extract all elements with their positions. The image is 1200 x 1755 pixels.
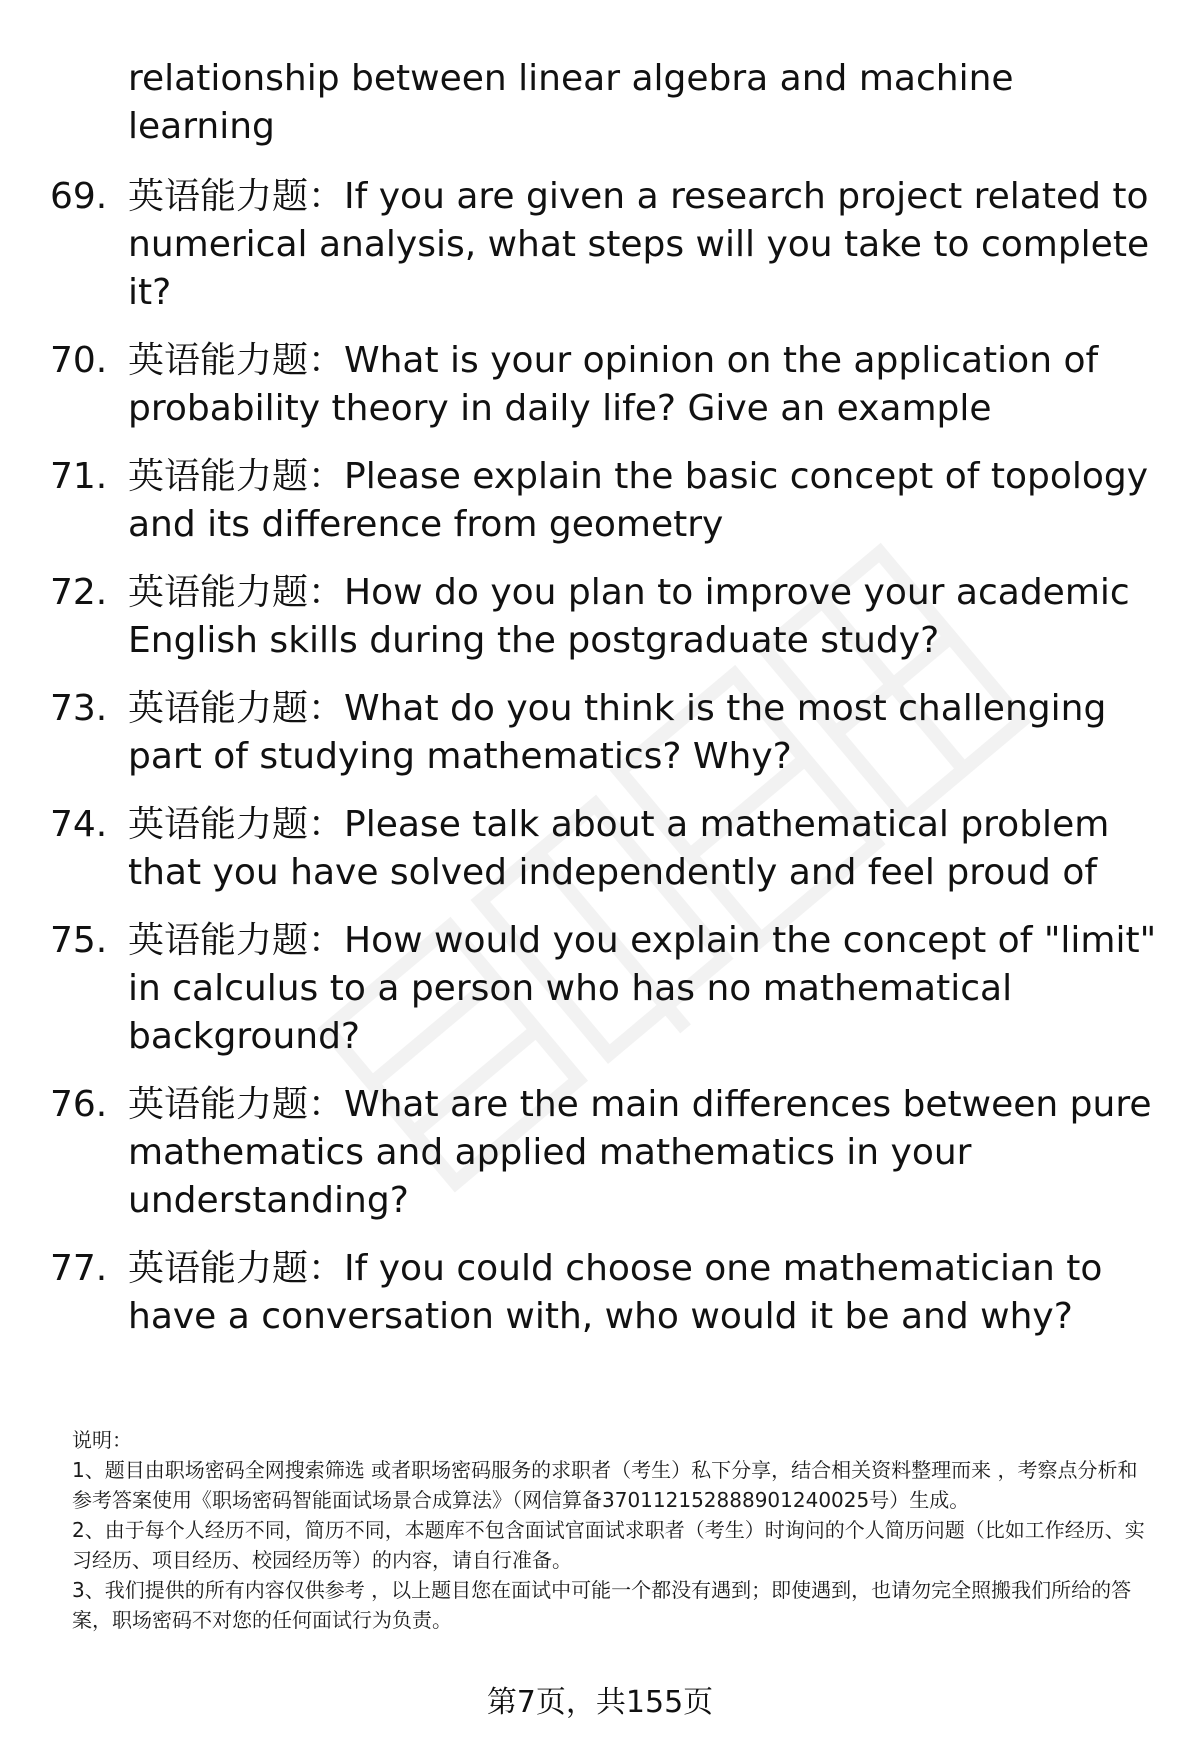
question-text: How do you plan to improve your academic English skills during the postgraduate study?	[128, 572, 1130, 661]
question-tag: 英语能力题：	[128, 1084, 345, 1125]
question-tag: 英语能力题：	[128, 456, 345, 497]
notes-section	[72, 1425, 1152, 1635]
question-number: 69.	[50, 176, 108, 217]
question-body	[128, 337, 1160, 433]
question-item	[50, 685, 1160, 781]
question-body	[128, 453, 1160, 549]
question-text: If you are given a research project related to numerical analysis, what steps will you take to complete it?	[128, 176, 1150, 313]
question-text: How would you explain the concept of "limit" in calculus to a person who has no mathematical background?	[128, 920, 1157, 1057]
question-body	[128, 917, 1160, 1061]
question-number: 73.	[50, 688, 108, 729]
question-item	[50, 173, 1160, 317]
question-item	[50, 917, 1160, 1061]
question-item	[50, 569, 1160, 665]
question-number: 77.	[50, 1248, 108, 1289]
question-item	[50, 337, 1160, 433]
notes-heading: 说明：	[72, 1428, 132, 1452]
question-tag: 英语能力题：	[128, 920, 345, 961]
question-number: 74.	[50, 804, 108, 845]
question-tag: 英语能力题：	[128, 572, 345, 613]
question-list	[50, 55, 1160, 1361]
question-number: 72.	[50, 572, 108, 613]
question-tag: 英语能力题：	[128, 688, 345, 729]
question-text: What is your opinion on the application of probability theory in daily life? Give an example	[128, 340, 1099, 429]
question-text: What do you think is the most challenging part of studying mathematics? Why?	[128, 688, 1107, 777]
question-tag: 英语能力题：	[128, 340, 345, 381]
question-body	[128, 1081, 1160, 1225]
question-text: What are the main differences between pure mathematics and applied mathematics in your understanding?	[128, 1084, 1152, 1221]
question-number: 71.	[50, 456, 108, 497]
note-item: 3、我们提供的所有内容仅供参考 ，以上题目您在面试中可能一个都没有遇到；即使遇到，也请勿完全照搬我们所给的答案，职场密码不对您的任何面试行为负责。	[72, 1578, 1132, 1632]
question-tag: 英语能力题：	[128, 804, 345, 845]
question-text: If you could choose one mathematician to have a conversation with, who would it be and why?	[128, 1248, 1103, 1337]
question-body	[128, 173, 1160, 317]
question-text: Please talk about a mathematical problem that you have solved independently and feel proud of	[128, 804, 1110, 893]
question-body	[128, 1245, 1160, 1341]
question-number: 70.	[50, 340, 108, 381]
question-body	[128, 801, 1160, 897]
question-item	[50, 1245, 1160, 1341]
question-tag: 英语能力题：	[128, 1248, 345, 1289]
question-body	[128, 569, 1160, 665]
question-number: 75.	[50, 920, 108, 961]
note-item: 2、由于每个人经历不同，简历不同，本题库不包含面试官面试求职者（考生）时询问的个人简历问题（比如工作经历、实习经历、项目经历、校园经历等）的内容，请自行准备。	[72, 1518, 1145, 1572]
question-text: Please explain the basic concept of topology and its difference from geometry	[128, 456, 1149, 545]
note-item: 1、题目由职场密码全网搜索筛选 或者职场密码服务的求职者（考生）私下分享，结合相关资料整理而来 ，考察点分析和参考答案使用《职场密码智能面试场景合成算法》（网信算备370112152888901240025号）生成。	[72, 1458, 1138, 1512]
question-item	[50, 1081, 1160, 1225]
continued-question-text: relationship between linear algebra and machine learning	[128, 58, 1014, 147]
page-number-footer: 第7页，共155页	[486, 1685, 714, 1720]
question-number: 76.	[50, 1084, 108, 1125]
question-item	[50, 801, 1160, 897]
question-tag: 英语能力题：	[128, 176, 345, 217]
question-item	[50, 453, 1160, 549]
question-body	[128, 685, 1160, 781]
